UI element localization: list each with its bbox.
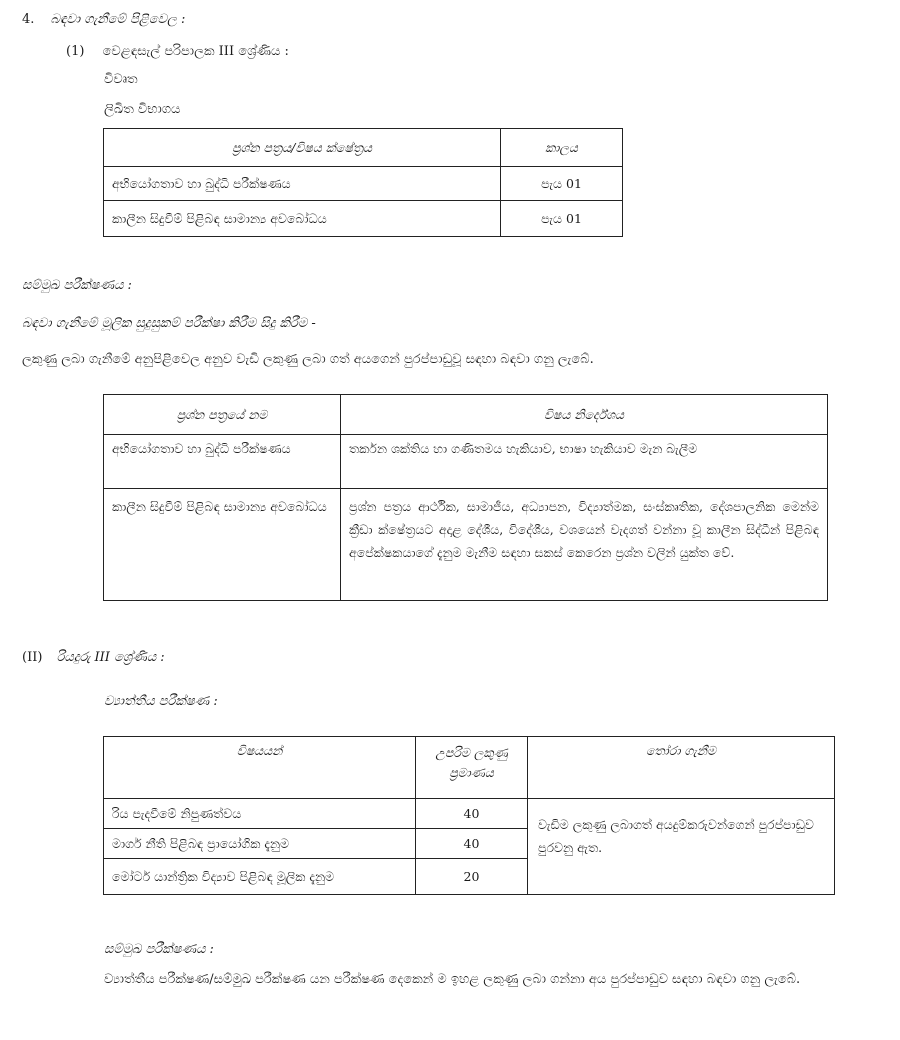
table-cell: රිය පැදවීමේ නිපුණත්වය [104, 799, 416, 829]
written-exam-label: ලිඛිත විභාගය [104, 102, 181, 117]
subsection-2-title: රියදුරු III ශ්‍රේණිය : [56, 650, 165, 665]
table-cell: ප්‍රශ්න පත්‍රය ආර්ථික, සාමාජීය, අධ්‍යාපන, විද්‍යාත්මක, සංස්කෘතික, දේශපාලනික මෙන්ම ක්‍රීඩා ක්ෂේත්‍රයට අදාළ දේශීය, විදේශීය, වශයෙන් වැදගත් වන්නා වූ කාලීන සිද්ධීන් පිළිබඳ අපේක්ෂකයාගේ දැනුම මැනීම සඳහා සකස් කෙරෙන ප්‍රශ්න වලින් යුක්ත වේ. [341, 489, 828, 601]
table-cell: මෝටර් යාන්ත්‍රික විද්‍යාව පිළිබඳ මූලික දැනුම [104, 859, 416, 895]
table-cell: 40 [416, 799, 528, 829]
subsection-1-title: වෙළඳසැල් පරිපාලක III ශ්‍රේණිය : [102, 44, 289, 59]
practical-test-heading: ව්‍යාත්තීය පරීක්ෂණ : [104, 694, 218, 709]
syllabus-table [103, 394, 828, 601]
table-cell: 20 [416, 859, 528, 895]
table-cell: පැය 01 [501, 201, 623, 237]
table-header: තෝරා ගැනීම [528, 737, 835, 799]
open-label: විවෘත [104, 72, 138, 87]
table-cell: කාලීන සිදුවීම් පිළිබඳ සාමාන්‍ය අවබෝධය [104, 489, 341, 601]
selection-cell: වැඩිම ලකුණු ලබාගත් අයදුම්කරුවන්ගෙන් පුරප්පාඩුව පුරවනු ඇත. [528, 799, 835, 895]
table-cell: අභියෝගතාව හා බුද්ධි පරීක්ෂණය [104, 435, 341, 489]
table-row [104, 201, 623, 237]
exam-duration-table [103, 128, 623, 237]
table-row [104, 435, 828, 489]
section-title: බඳවා ගැනීමේ පිළිවෙල : [50, 12, 186, 27]
qualification-heading: බඳවා ගැනීමේ මූලික සුදුසුකම් පරීක්ෂා කිරීම සිදු කිරීම - [22, 316, 316, 331]
subsection-1-heading [66, 44, 289, 59]
table-cell: මාර්ග නීති පිළිබඳ ප්‍රායෝගික දැනුම [104, 829, 416, 859]
merit-text: ලකුණු ලබා ගැනීමේ අනුපිළිවෙල අනුව වැඩි ලකුණු ලබා ගත් අයගෙන් පුරප්පාඩුවූ සඳහා බඳවා ගනු ලැබේ. [22, 352, 594, 367]
subsection-2-marker: (II) [22, 650, 43, 665]
table-cell: කාලීන සිදුවීම් පිළිබඳ සාමාන්‍ය අවබෝධය [104, 201, 501, 237]
table-cell: 40 [416, 829, 528, 859]
table-cell: අභියෝගතාව හා බුද්ධි පරීක්ෂණය [104, 167, 501, 201]
interview-heading-2: සම්මුඛ පරීක්ෂණය : [104, 942, 214, 957]
interview-heading: සම්මුඛ පරීක්ෂණය : [22, 278, 132, 293]
table-row [104, 489, 828, 601]
table-row [104, 799, 835, 829]
section-number: 4. [22, 12, 35, 27]
table-header: විෂයයන් [104, 737, 416, 799]
subsection-1-marker: (1) [66, 44, 85, 59]
table-header: කාලය [501, 129, 623, 167]
driver-test-table [103, 736, 835, 895]
table-row [104, 167, 623, 201]
table-header: උපරිම ලකුණු ප්‍රමාණය [416, 737, 528, 799]
final-text: ව්‍යාත්තීය පරීක්ෂණ/සම්මුඛ පරීක්ෂණ යන පරීක්ෂණ දෙකෙන් ම ඉහළ ලකුණු ලබා ගන්නා අය පුරප්පාඩුව සඳහා බඳවා ගනු ලැබේ. [104, 972, 801, 987]
section-heading [22, 12, 185, 27]
table-header: ප්‍රශ්න පත්‍රයේ නම [104, 395, 341, 435]
subsection-2-heading [22, 650, 165, 665]
table-cell: පැය 01 [501, 167, 623, 201]
table-header: විෂය නිර්දේශය [341, 395, 828, 435]
table-cell: තර්කන ශක්තිය හා ගණිතමය හැකියාව, භාෂා හැකියාව මැන බැලීම [341, 435, 828, 489]
table-header: ප්‍රශ්න පත්‍රය/විෂය ක්ෂේත්‍රය [104, 129, 501, 167]
